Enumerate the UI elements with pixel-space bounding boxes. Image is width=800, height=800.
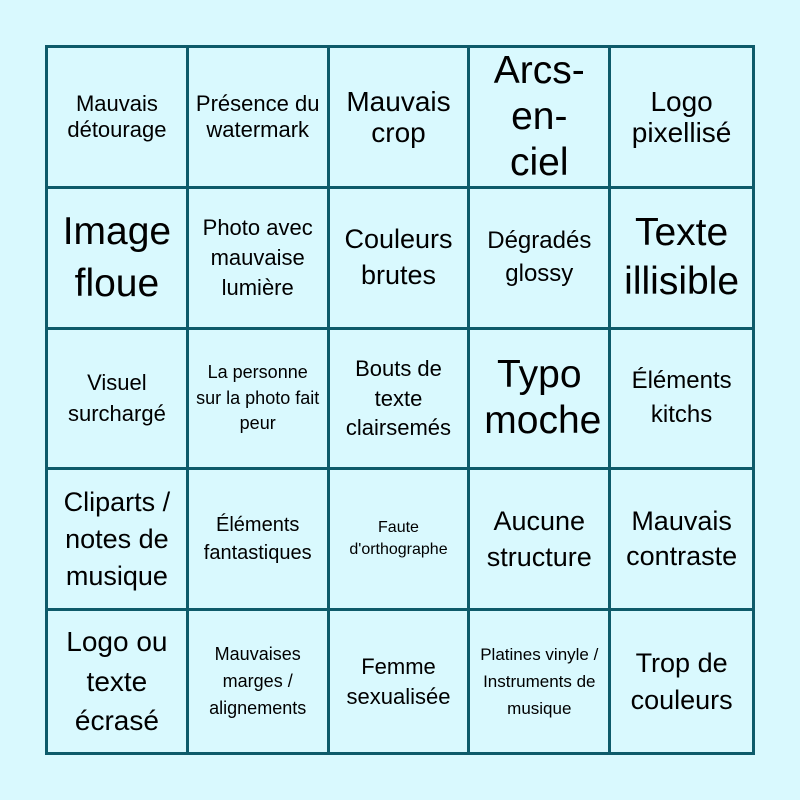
bingo-cell[interactable] [330, 48, 471, 189]
bingo-cell[interactable] [48, 611, 189, 752]
cell-label: Logo pixellisé [631, 85, 732, 148]
cell-label: Présence du watermark [195, 90, 320, 142]
bingo-cell[interactable] [470, 330, 611, 471]
bingo-cell[interactable] [48, 470, 189, 611]
bingo-cell[interactable] [611, 330, 752, 471]
cell-label: Mauvaises marges / alignements [209, 644, 307, 719]
bingo-cell[interactable] [330, 611, 471, 752]
bingo-cell[interactable] [189, 330, 330, 471]
bingo-cell[interactable] [189, 189, 330, 330]
bingo-cell[interactable] [189, 611, 330, 752]
bingo-cell[interactable] [189, 470, 330, 611]
bingo-cell[interactable] [48, 330, 189, 471]
cell-label: Visuel surchargé [67, 370, 166, 427]
bingo-cell[interactable] [611, 611, 752, 752]
bingo-cell[interactable] [470, 611, 611, 752]
cell-label: La personne sur la photo fait peur [196, 362, 320, 434]
bingo-cell[interactable] [48, 48, 189, 189]
cell-label: Cliparts / notes de musique [63, 487, 171, 591]
cell-label: Aucune structure [486, 505, 592, 573]
cell-label: Typo moche [484, 353, 602, 443]
cell-label: Trop de couleurs [630, 647, 733, 715]
cell-label: Mauvais détourage [67, 90, 167, 142]
cell-label: Image floue [62, 209, 172, 305]
bingo-cell[interactable] [611, 470, 752, 611]
bingo-cell[interactable] [330, 470, 471, 611]
bingo-cell[interactable] [330, 189, 471, 330]
cell-label: Photo avec mauvaise lumière [202, 214, 313, 300]
cell-label: Arcs-en-ciel [493, 48, 585, 184]
cell-label: Couleurs brutes [344, 223, 453, 290]
bingo-cell[interactable] [189, 48, 330, 189]
cell-label: Logo ou texte écrasé [66, 625, 168, 737]
cell-label: Dégradés glossy [487, 227, 592, 287]
cell-label: Platines vinyle / Instruments de musique [480, 644, 599, 719]
bingo-cell[interactable] [48, 189, 189, 330]
bingo-board [45, 45, 755, 755]
cell-label: Éléments kitchs [631, 367, 732, 429]
cell-label: Bouts de texte clairsemés [345, 355, 452, 441]
cell-label: Femme sexualisée [346, 653, 451, 709]
cell-label: Éléments fantastiques [203, 513, 312, 565]
cell-label: Faute d'orthographe [349, 518, 448, 559]
bingo-cell[interactable] [611, 189, 752, 330]
bingo-cell[interactable] [611, 48, 752, 189]
bingo-cell[interactable] [330, 330, 471, 471]
bingo-cell[interactable] [470, 48, 611, 189]
bingo-cell[interactable] [470, 470, 611, 611]
cell-label: Texte illisible [624, 210, 740, 303]
bingo-cell[interactable] [470, 189, 611, 330]
cell-label: Mauvais contraste [626, 506, 738, 572]
cell-label: Mauvais crop [346, 85, 451, 148]
